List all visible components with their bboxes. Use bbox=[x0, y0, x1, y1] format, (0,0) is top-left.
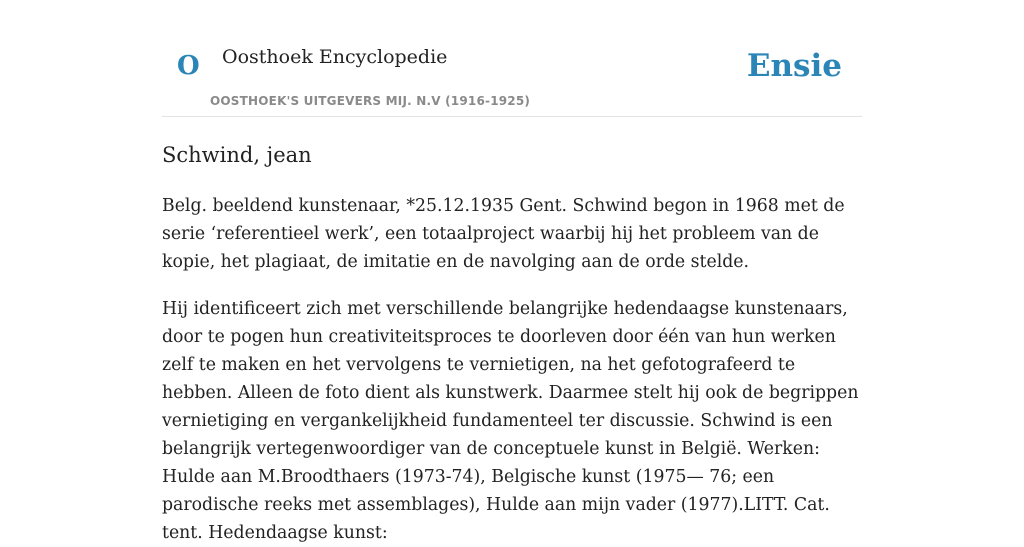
book-logo: O bbox=[177, 51, 200, 81]
entry-paragraph: Belg. beeldend kunstenaar, *25.12.1935 Gent. Schwind begon in 1968 met de serie ‘referentieel werk’, een totaalproject waarbij hij het probleem van de kopie, het plagiaat, de imitatie en de navolging aan de orde stelde. bbox=[162, 196, 845, 272]
book-subtitle: OOSTHOEK'S UITGEVERS MIJ. N.V (1916-1925) bbox=[210, 94, 531, 108]
book-title-link[interactable]: Oosthoek Encyclopedie bbox=[222, 46, 448, 68]
ensie-brand-link[interactable]: Ensie bbox=[746, 48, 842, 84]
entry-content bbox=[162, 140, 862, 547]
book-header bbox=[162, 36, 862, 117]
entry-paragraph: Hij identificeert zich met verschillende belangrijke hedendaagse kunstenaars, door te pogen hun creativiteitsproces te doorleven door één van hun werken zelf te maken en het vervolgens te vernietigen, na het gefotografeerd te hebben. Alleen de foto dient als kunstwerk. Daarmee stelt hij ook de begrippen vernietiging en vergankelijkheid fundamenteel ter discussie. Schwind is een belangrijk vertegenwoordiger van de conceptuele kunst in België. Werken: Hulde aan M.Broodthaers (1973-74), Belgische kunst (1975— 76; een parodische reeks met assemblages), Hulde aan mijn vader (1977).LITT. Cat. tent. Hedendaagse kunst: bbox=[162, 299, 859, 543]
entry-title: Schwind, jean bbox=[162, 143, 312, 167]
